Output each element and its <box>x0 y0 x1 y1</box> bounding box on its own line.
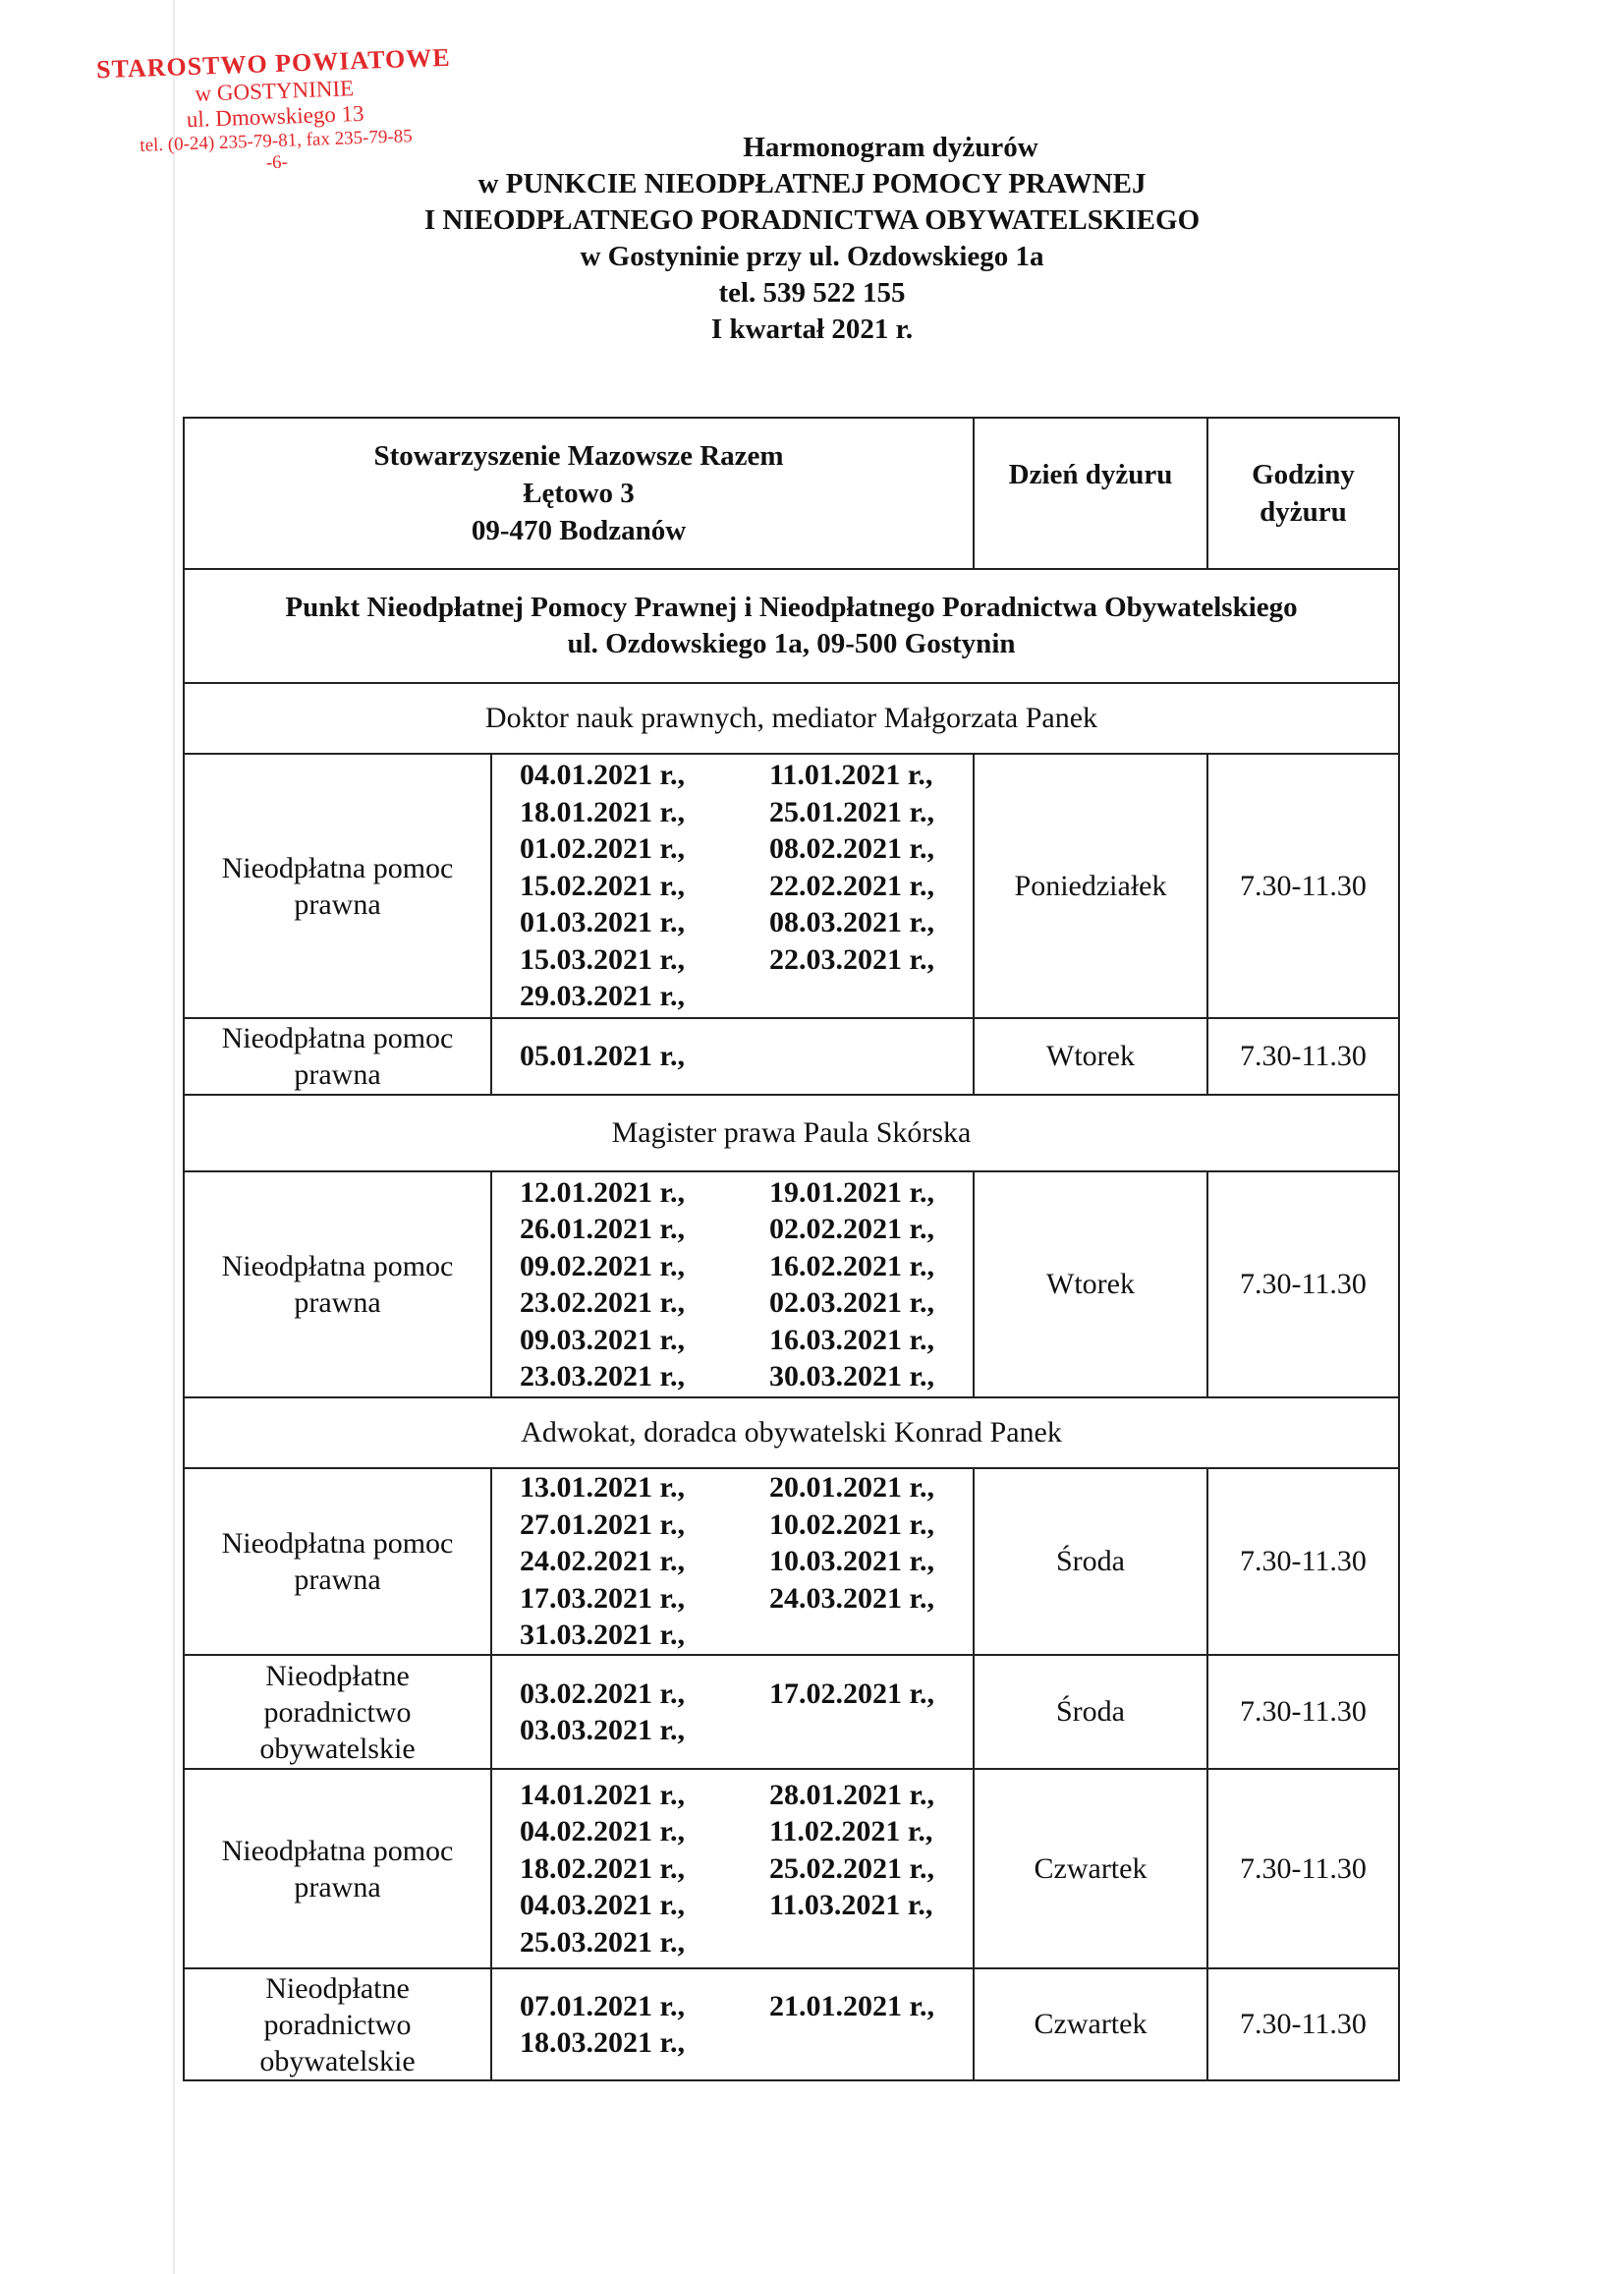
duty-date: 13.01.2021 r., <box>520 1471 686 1505</box>
duty-date: 16.03.2021 r., <box>769 1323 935 1356</box>
column-header-hours-line: dyżuru <box>1260 496 1347 528</box>
service-type-line: obywatelskie <box>259 2044 416 2077</box>
duty-date: 10.03.2021 r., <box>769 1545 935 1578</box>
dates-grid <box>492 1174 973 1395</box>
organization-city: 09-470 Bodzanów <box>471 515 687 546</box>
duty-date: 11.03.2021 r., <box>769 1889 933 1922</box>
schedule-row <box>184 1468 1399 1655</box>
service-type-line: Nieodpłatna pomoc <box>221 851 454 884</box>
duty-date: 27.01.2021 r., <box>520 1507 686 1541</box>
schedule-row <box>184 1769 1399 1968</box>
duty-hours-cell <box>1207 1018 1399 1095</box>
dates-grid <box>492 1988 973 2062</box>
duty-day: Wtorek <box>1046 1040 1135 1072</box>
duty-date: 01.02.2021 r., <box>520 832 686 866</box>
duty-day-cell <box>974 1769 1207 1968</box>
duty-date: 04.03.2021 r., <box>520 1889 686 1922</box>
organization-cell <box>184 418 974 569</box>
service-type-cell <box>184 1468 491 1655</box>
person-row <box>184 1397 1399 1468</box>
duty-date: 03.02.2021 r., <box>520 1677 686 1710</box>
duty-hours-cell <box>1207 1468 1399 1655</box>
duty-date: 24.02.2021 r., <box>520 1545 686 1578</box>
duty-day-cell <box>974 1968 1207 2080</box>
header-phone: tel. 539 522 155 <box>718 277 906 309</box>
location-address: ul. Ozdowskiego 1a, 09-500 Gostynin <box>567 628 1016 659</box>
header-line: I NIEODPŁATNEGO PORADNICTWA OBYWATELSKIEGO <box>423 204 1201 236</box>
dates-cell <box>491 754 974 1018</box>
duty-hours: 7.30-11.30 <box>1240 1851 1367 1885</box>
duty-hours: 7.30-11.30 <box>1240 1695 1367 1728</box>
duty-date: 05.01.2021 r., <box>520 1040 686 1073</box>
duty-date: 25.02.2021 r., <box>769 1851 935 1885</box>
document-header <box>0 130 1624 348</box>
duty-date: 15.03.2021 r., <box>520 942 686 976</box>
location-row <box>184 569 1399 683</box>
duty-date: 31.03.2021 r., <box>520 1619 686 1652</box>
duty-day: Czwartek <box>1034 2008 1148 2040</box>
dates-cell <box>491 1968 974 2080</box>
duty-date: 15.02.2021 r., <box>520 869 686 902</box>
duty-date: 07.01.2021 r., <box>520 1989 686 2022</box>
person-name: Adwokat, doradca obywatelski Konrad Panek <box>521 1416 1062 1449</box>
dates-cell <box>491 1468 974 1655</box>
dates-grid <box>492 1777 973 1961</box>
service-type-line: obywatelskie <box>259 1732 416 1765</box>
header-line: w PUNKCIE NIEODPŁATNEJ POMOCY PRAWNEJ <box>477 168 1147 199</box>
person-cell <box>184 683 1399 754</box>
person-name: Magister prawa Paula Skórska <box>611 1116 972 1149</box>
duty-hours: 7.30-11.30 <box>1240 2008 1367 2040</box>
service-type-line: Nieodpłatne <box>265 1971 410 2005</box>
duty-hours-cell <box>1207 754 1399 1018</box>
service-type-line: prawna <box>294 1870 381 1904</box>
duty-date: 23.02.2021 r., <box>520 1286 686 1319</box>
document-title: Harmonogram dyżurów <box>743 132 1038 163</box>
duty-day-cell <box>974 754 1207 1018</box>
service-type-line: poradnictwo <box>263 2008 412 2041</box>
column-header-hours <box>1207 418 1399 569</box>
duty-date: 23.03.2021 r., <box>520 1360 686 1393</box>
duty-date: 25.03.2021 r., <box>520 1925 686 1959</box>
duty-date: 24.03.2021 r., <box>769 1581 935 1615</box>
duty-day: Wtorek <box>1046 1268 1135 1300</box>
dates-grid <box>492 1038 973 1075</box>
duty-day-cell <box>974 1171 1207 1397</box>
stamp-line: STAROSTWO POWIATOWE <box>95 42 452 85</box>
column-header-hours-line: Godziny <box>1252 459 1355 490</box>
stamp-line: w GOSTYNINIE <box>195 76 355 106</box>
duty-date: 28.01.2021 r., <box>769 1778 935 1811</box>
header-quarter: I kwartał 2021 r. <box>710 313 914 345</box>
organization-street: Łętowo 3 <box>523 478 635 509</box>
stamp-line: tel. (0-24) 235-79-81, fax 235-79-85 <box>139 125 414 156</box>
schedule-row <box>184 1171 1399 1397</box>
service-type-line: prawna <box>294 1058 381 1091</box>
duty-day-cell <box>974 1018 1207 1095</box>
dates-grid <box>492 757 973 1015</box>
dates-cell <box>491 1655 974 1769</box>
service-type-cell <box>184 1655 491 1769</box>
service-type-line: Nieodpłatne <box>265 1659 410 1692</box>
duty-date: 20.01.2021 r., <box>769 1471 935 1505</box>
duty-date: 02.02.2021 r., <box>769 1213 935 1245</box>
duty-hours: 7.30-11.30 <box>1240 1545 1367 1577</box>
duty-date: 14.01.2021 r., <box>520 1778 686 1811</box>
duty-hours-cell <box>1207 1655 1399 1769</box>
service-type-cell <box>184 1018 491 1095</box>
person-cell <box>184 1095 1399 1171</box>
duty-date: 21.01.2021 r., <box>769 1989 935 2022</box>
header-line: w Gostyninie przy ul. Ozdowskiego 1a <box>580 241 1044 272</box>
duty-date: 29.03.2021 r., <box>520 980 686 1013</box>
service-type-line: poradnictwo <box>263 1695 412 1729</box>
duty-hours: 7.30-11.30 <box>1240 869 1367 902</box>
duty-date: 04.02.2021 r., <box>520 1815 686 1848</box>
stamp-line: -6- <box>265 151 289 173</box>
dates-cell <box>491 1018 974 1095</box>
duty-hours-cell <box>1207 1968 1399 2080</box>
duty-date: 03.03.2021 r., <box>520 1714 686 1746</box>
service-type-line: prawna <box>294 1286 381 1319</box>
duty-date: 25.01.2021 r., <box>769 795 935 828</box>
duty-day: Środa <box>1056 1695 1125 1728</box>
duty-hours: 7.30-11.30 <box>1240 1040 1367 1072</box>
duty-date: 22.02.2021 r., <box>769 869 935 902</box>
service-type-cell <box>184 1171 491 1397</box>
schedule-row <box>184 1968 1399 2080</box>
duty-date: 19.01.2021 r., <box>769 1175 935 1209</box>
dates-grid <box>492 1676 973 1749</box>
service-type-line: Nieodpłatna pomoc <box>221 1250 454 1282</box>
duty-date: 16.02.2021 r., <box>769 1249 935 1282</box>
duty-date: 26.01.2021 r., <box>520 1213 686 1245</box>
person-name: Doktor nauk prawnych, mediator Małgorzata Panek <box>484 702 1098 734</box>
duty-date: 08.02.2021 r., <box>769 832 935 866</box>
duty-date: 17.03.2021 r., <box>520 1581 686 1615</box>
duty-date: 10.02.2021 r., <box>769 1507 935 1541</box>
service-type-line: prawna <box>294 1563 381 1596</box>
service-type-cell <box>184 754 491 1018</box>
dates-cell <box>491 1171 974 1397</box>
duty-date: 01.03.2021 r., <box>520 906 686 939</box>
column-header-day <box>974 418 1207 569</box>
person-row <box>184 683 1399 754</box>
dates-grid <box>492 1469 973 1654</box>
service-type-line: Nieodpłatna pomoc <box>221 1022 454 1054</box>
schedule-row <box>184 1655 1399 1769</box>
duty-date: 17.02.2021 r., <box>769 1677 935 1710</box>
duty-day-cell <box>974 1655 1207 1769</box>
schedule-row <box>184 754 1399 1018</box>
service-type-line: prawna <box>294 887 381 921</box>
service-type-line: Nieodpłatna pomoc <box>221 1834 454 1867</box>
dates-cell <box>491 1769 974 1968</box>
duty-date: 02.03.2021 r., <box>769 1286 935 1319</box>
duty-date: 04.01.2021 r., <box>520 759 686 792</box>
duty-day-cell <box>974 1468 1207 1655</box>
duty-date: 18.01.2021 r., <box>520 795 686 828</box>
duty-date: 22.03.2021 r., <box>769 942 935 976</box>
duty-day: Czwartek <box>1034 1851 1148 1885</box>
duty-date: 18.02.2021 r., <box>520 1851 686 1885</box>
duty-date: 12.01.2021 r., <box>520 1175 686 1209</box>
duty-date: 08.03.2021 r., <box>769 906 935 939</box>
location-name: Punkt Nieodpłatnej Pomocy Prawnej i Nieodpłatnego Poradnictwa Obywatelskiego <box>285 592 1298 623</box>
duty-hours-cell <box>1207 1171 1399 1397</box>
duty-date: 11.01.2021 r., <box>769 759 933 792</box>
duty-date: 18.03.2021 r., <box>520 2026 686 2059</box>
duty-day: Poniedziałek <box>1014 869 1167 902</box>
schedule-table <box>183 417 1400 2081</box>
duty-date: 30.03.2021 r., <box>769 1360 935 1393</box>
schedule-row <box>184 1018 1399 1095</box>
organization-name: Stowarzyszenie Mazowsze Razem <box>373 440 784 472</box>
duty-hours-cell <box>1207 1769 1399 1968</box>
stamp-line: ul. Dmowskiego 13 <box>186 101 364 133</box>
duty-date: 09.02.2021 r., <box>520 1249 686 1282</box>
duty-date: 09.03.2021 r., <box>520 1323 686 1356</box>
duty-day: Środa <box>1056 1545 1125 1577</box>
duty-date: 11.02.2021 r., <box>769 1815 933 1848</box>
table-header-row <box>184 418 1399 569</box>
location-cell <box>184 569 1399 683</box>
duty-hours: 7.30-11.30 <box>1240 1268 1367 1300</box>
service-type-cell <box>184 1968 491 2080</box>
service-type-cell <box>184 1769 491 1968</box>
service-type-line: Nieodpłatna pomoc <box>221 1527 454 1560</box>
column-header-day-label: Dzień dyżuru <box>1008 459 1173 490</box>
person-cell <box>184 1397 1399 1468</box>
person-row <box>184 1095 1399 1171</box>
